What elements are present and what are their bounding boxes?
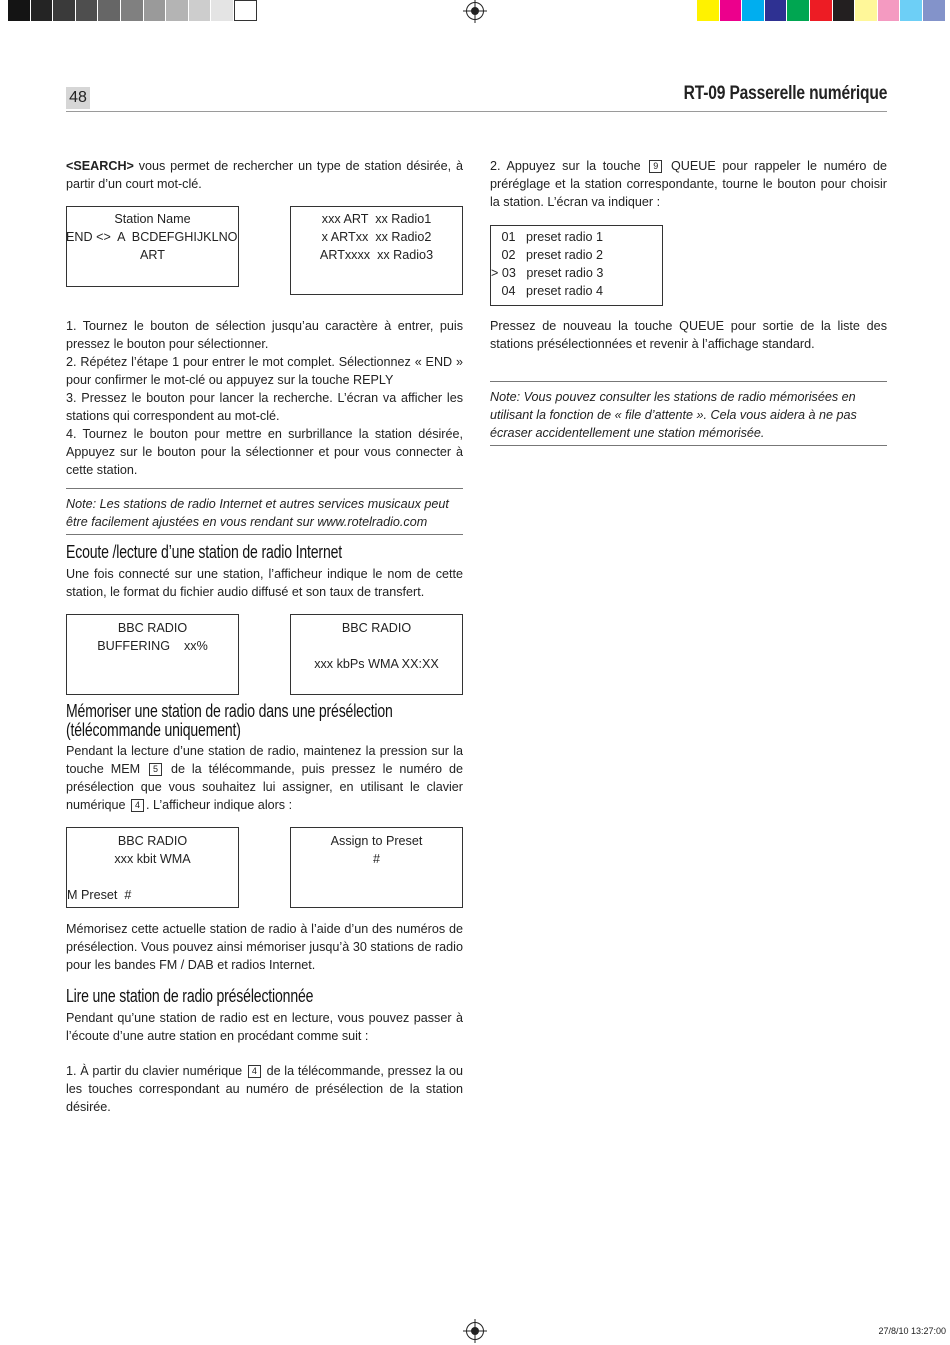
print-timestamp: 27/8/10 13:27:00 — [878, 1326, 946, 1336]
lcd-line: Station Name — [114, 212, 191, 226]
memorize-text-part: . L’afficheur indique alors : — [146, 798, 293, 812]
gray-swatch — [166, 0, 189, 21]
page-number: 48 — [66, 87, 90, 109]
heading-listen: Ecoute /lecture d’une station de radio Internet — [66, 542, 342, 562]
queue-after: Pressez de nouveau la touche QUEUE pour sortie de la liste des stations présélectionnées et revenir à l’affichage standard. — [490, 319, 887, 351]
process-swatch — [878, 0, 901, 21]
step: 4. Tournez le bouton pour mettre en surbrillance la station désirée, Appuyez sur le bouton pour la sélectionner et pour vous connecter à cette station. — [66, 427, 463, 477]
note-rotelradio: Note: Les stations de radio Internet et autres services musicaux peut être facilement ajustées en vous rendant sur www.rotelradio.com — [66, 497, 449, 529]
heading-memorize — [66, 702, 393, 740]
read-step-part: de la télécommande, pressez la ou les touches correspondant au numéro de présélection de la station désirée. — [66, 1064, 463, 1114]
read-step — [66, 1062, 463, 1116]
lcd-line: BBC RADIO — [341, 621, 412, 635]
registration-mark-bottom-icon — [466, 1322, 484, 1340]
gray-swatch — [121, 0, 144, 21]
search-steps — [66, 317, 463, 479]
lcd-line: ARTxxxx xx Radio3 — [319, 248, 434, 262]
note-rule-bottom — [66, 534, 463, 535]
process-swatch — [720, 0, 743, 21]
process-swatch — [765, 0, 788, 21]
gray-swatch — [53, 0, 76, 21]
gray-swatch — [76, 0, 99, 21]
lcd-line: BBC RADIO — [117, 621, 188, 635]
lcd-line: 04 preset radio 4 — [491, 284, 604, 298]
process-swatch — [900, 0, 923, 21]
lcd-line: 02 preset radio 2 — [491, 248, 604, 262]
lcd-line: M Preset # — [67, 888, 132, 902]
gray-swatch — [211, 0, 234, 21]
lcd-line: xxx ART xx Radio1 — [321, 212, 432, 226]
memorize-text-part: Pendant la lecture d’une station de radio, maintenez la pression sur la touche MEM — [66, 744, 463, 776]
listen-text: Une fois connecté sur une station, l’afficheur indique le nom de cette station, le format du fichier audio diffusé et son taux de transfert. — [66, 567, 463, 599]
numeric-key-icon: 4 — [131, 799, 144, 812]
step: 1. Tournez le bouton de sélection jusqu’au caractère à entrer, puis pressez le bouton pour sélectionner. — [66, 319, 463, 351]
lcd-line: 01 preset radio 1 — [491, 230, 604, 244]
lcd-line: # — [372, 852, 380, 866]
heading-memorize-line: (télécommande uniquement) — [66, 720, 241, 740]
lcd-search-name — [66, 206, 239, 287]
read-step-part: 1. À partir du clavier numérique — [66, 1064, 246, 1078]
lcd-playing — [290, 614, 463, 695]
search-intro — [66, 157, 463, 193]
step: 3. Pressez le bouton pour lancer la recherche. L’écran va afficher les stations qui correspondent au mot-clé. — [66, 391, 463, 423]
lcd-line: ART — [140, 248, 165, 262]
gray-swatch — [189, 0, 212, 21]
lcd-line: x ARTxx xx Radio2 — [321, 230, 432, 244]
lcd-mem-preset — [66, 827, 239, 908]
header-divider — [66, 111, 887, 112]
heading-memorize-line: Mémoriser une station de radio dans une présélection — [66, 701, 393, 721]
lcd-buffering — [66, 614, 239, 695]
search-intro-text: vous permet de rechercher un type de station désirée, à partir d’un court mot-clé. — [66, 159, 463, 191]
lcd-line: Assign to Preset — [330, 834, 423, 848]
lcd-line: xxx kbit WMA — [114, 852, 191, 866]
note-rule-top — [66, 488, 463, 489]
lcd-line: END <> A BCDEFGHIJKLNO — [66, 230, 238, 244]
lcd-line: > 03 preset radio 3 — [491, 266, 604, 280]
memorize-after: Mémorisez cette actuelle station de radio à l’aide d’un des numéros de présélection. Vous pouvez ainsi mémoriser jusqu’à 30 stations de radio pour les bandes FM / DAB et radios Internet. — [66, 922, 463, 972]
process-swatch — [833, 0, 856, 21]
gray-swatch — [31, 0, 54, 21]
gray-swatch — [8, 0, 31, 21]
mem-key-icon: 5 — [149, 763, 162, 776]
step: 2. Répétez l’étape 1 pour entrer le mot complet. Sélectionnez « END » pour confirmer le mot-clé ou appuyez sur la touche REPLY — [66, 355, 463, 387]
lcd-line: xxx kbPs WMA XX:XX — [314, 657, 439, 671]
gray-swatch — [234, 0, 257, 21]
lcd-line — [291, 637, 462, 655]
numeric-key-icon: 4 — [248, 1065, 261, 1078]
gray-swatch — [144, 0, 167, 21]
lcd-search-results — [290, 206, 463, 295]
lcd-line — [67, 868, 238, 886]
lcd-queue-list — [490, 225, 663, 306]
heading-read-preset: Lire une station de radio présélectionnée — [66, 986, 314, 1006]
lcd-line: BBC RADIO — [117, 834, 188, 848]
registration-mark-top-icon — [466, 2, 484, 20]
queue-text-part: 2. Appuyez sur la touche — [490, 159, 648, 173]
queue-key-icon: 9 — [649, 160, 662, 173]
read-text: Pendant qu’une station de radio est en lecture, vous pouvez passer à l’écoute d’une autre station en procédant comme suit : — [66, 1011, 463, 1043]
queue-text-part: QUEUE pour rappeler le numéro de préréglage et la station correspondante, tourne le bouton pour choisir la station. L’écran va indiquer : — [490, 159, 888, 209]
lcd-assign-preset — [290, 827, 463, 908]
memorize-text — [66, 742, 463, 814]
process-swatch — [742, 0, 765, 21]
process-swatch — [787, 0, 810, 21]
page-title: RT-09 Passerelle numérique — [683, 83, 887, 104]
queue-text — [490, 157, 887, 211]
search-keyword: <SEARCH> — [66, 159, 134, 173]
note-rule-bottom — [490, 445, 887, 446]
gray-swatch — [98, 0, 121, 21]
note-rule-top — [490, 381, 887, 382]
process-swatch — [923, 0, 946, 21]
note-queue: Note: Vous pouvez consulter les stations de radio mémorisées en utilisant la fonction de « file d’attente ». Cela vous aidera à ne pas écraser accidentellement une station mémorisée. — [490, 390, 857, 440]
process-swatch — [810, 0, 833, 21]
lcd-line: BUFFERING xx% — [97, 639, 208, 653]
process-swatch — [697, 0, 720, 21]
process-swatch — [855, 0, 878, 21]
memorize-text-part: de la télécommande, puis pressez le numéro de présélection que vous souhaitez lui assigner, en utilisant le clavier numérique — [66, 762, 463, 812]
